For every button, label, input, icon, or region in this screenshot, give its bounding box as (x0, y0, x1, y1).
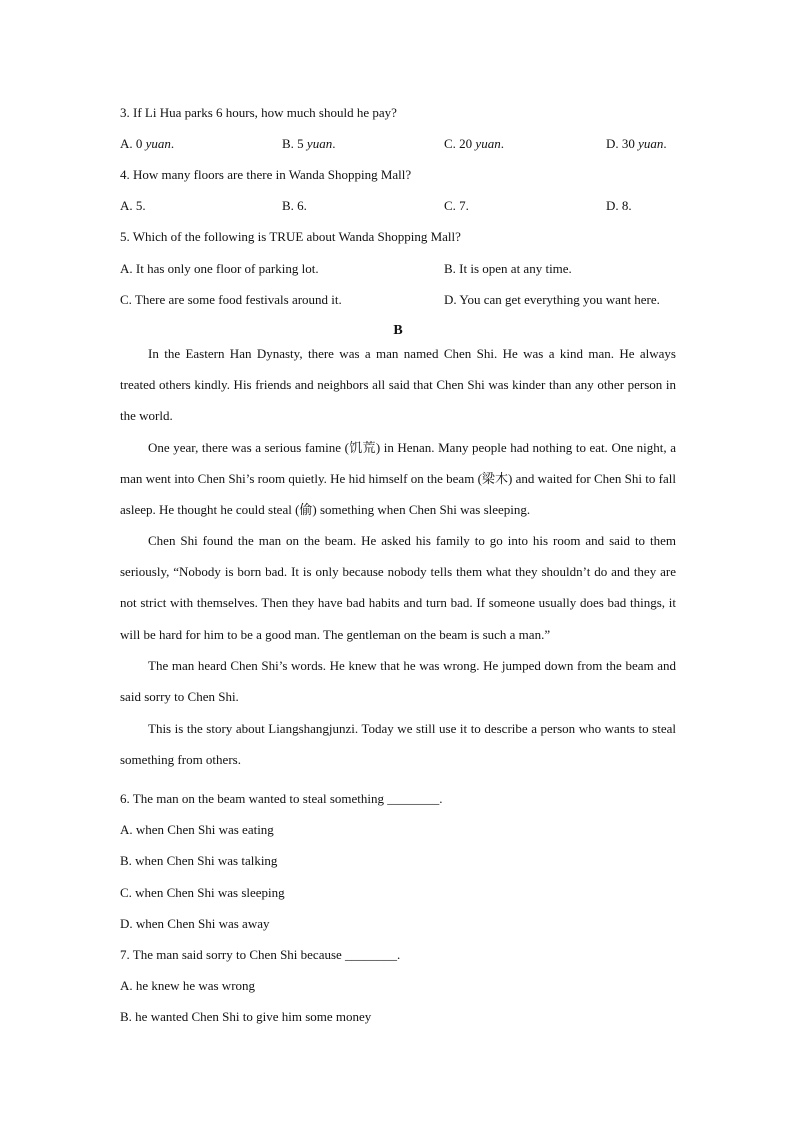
question-4-option-d: D. 8. (606, 198, 632, 213)
question-7-option-a: A. he knew he was wrong (120, 978, 256, 993)
question-5-option-d: D. You can get everything you want here. (444, 292, 660, 307)
question-3-option-d: D. 30 yuan. (606, 136, 667, 151)
question-5-stem: 5. Which of the following is TRUE about Wanda Shopping Mall? (120, 229, 461, 244)
question-4-option-a: A. 5. (120, 198, 146, 213)
story-paragraph-4: The man heard Chen Shi’s words. He knew that he was wrong. He jumped down from the beam and said sorry to Chen Shi. (120, 658, 676, 705)
question-4-stem: 4. How many floors are there in Wanda Shopping Mall? (120, 167, 412, 182)
question-6-stem: 6. The man on the beam wanted to steal something ________. (120, 791, 443, 806)
question-6-option-b: B. when Chen Shi was talking (120, 853, 278, 868)
question-5-option-a: A. It has only one floor of parking lot. (120, 261, 319, 276)
question-4-option-c: C. 7. (444, 198, 469, 213)
question-3-option-c: C. 20 yuan. (444, 136, 504, 151)
question-6-option-d: D. when Chen Shi was away (120, 916, 270, 931)
question-7-stem: 7. The man said sorry to Chen Shi because ________. (120, 947, 401, 962)
question-6-option-c: C. when Chen Shi was sleeping (120, 885, 285, 900)
section-title: B (393, 323, 403, 338)
question-3-stem: 3. If Li Hua parks 6 hours, how much should he pay? (120, 105, 397, 120)
question-7-option-b: B. he wanted Chen Shi to give him some money (120, 1009, 372, 1024)
story-paragraph-1: In the Eastern Han Dynasty, there was a man named Chen Shi. He was a kind man. He always treated others kindly. His friends and neighbors all said that Chen Shi was kinder than any other person in the world. (120, 346, 676, 424)
question-5-option-b: B. It is open at any time. (444, 261, 572, 276)
question-5-option-c: C. There are some food festivals around it. (120, 292, 342, 307)
story-paragraph-3: Chen Shi found the man on the beam. He asked his family to go into his room and said to them seriously, “Nobody is born bad. It is only because nobody tells them what they shouldn’t do and they are not strict with themselves. Then they have bad habits and turn bad. If someone usually does bad things, it will be hard for him to be a good man. The gentleman on the beam is such a man.” (120, 533, 676, 642)
story-paragraph-5: This is the story about Liangshangjunzi. Today we still use it to describe a person who wants to steal something from others. (120, 721, 676, 768)
question-4-option-b: B. 6. (282, 198, 307, 213)
question-3-option-b: B. 5 yuan. (282, 136, 336, 151)
question-3-option-a: A. 0 yuan. (120, 136, 175, 151)
story-paragraph-2: One year, there was a serious famine (饥荒) in Henan. Many people had nothing to eat. One night, a man went into Chen Shi’s room quietly. He hid himself on the beam (梁木) and waited for Chen Shi to fall asleep. He thought he could steal (偷) something when Chen Shi was sleeping. (120, 440, 676, 518)
question-6-option-a: A. when Chen Shi was eating (120, 822, 274, 837)
